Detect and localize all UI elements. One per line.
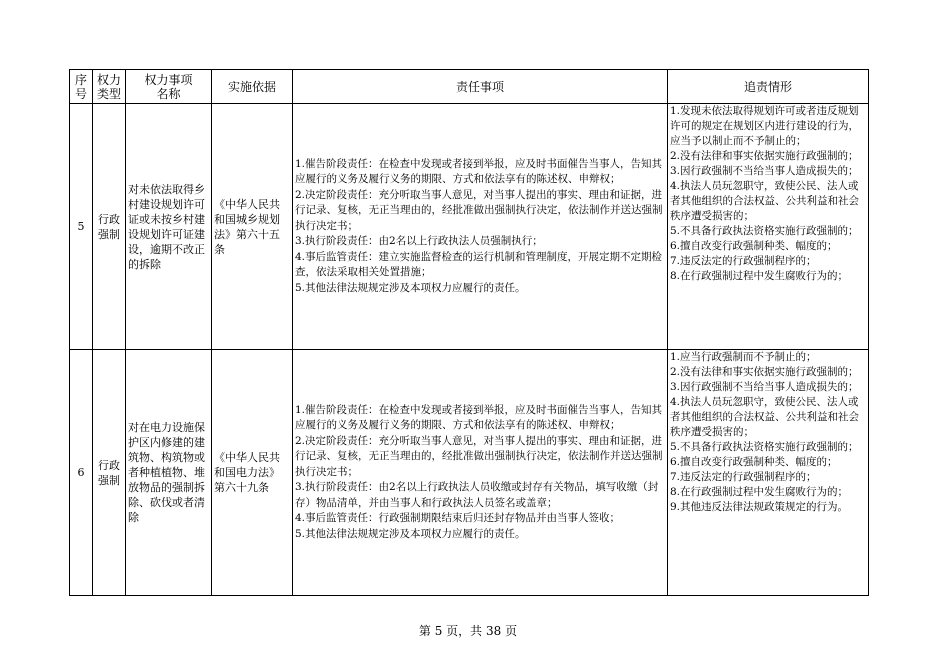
table-row bbox=[70, 104, 869, 350]
accountability-item: 4.执法人员玩忽职守，致使公民、法人或者其他组织的合法权益、公共利益和社会秩序遭受损害的； bbox=[670, 180, 859, 222]
responsibility-item: 2.决定阶段责任：充分听取当事人意见，对当事人提出的事实、理由和证据，进行记录、复核，无正当理由的，经批准做出强制执行决定，依法制作并送达强制执行决定书； bbox=[295, 434, 663, 478]
accountability-items bbox=[668, 350, 869, 596]
responsibility-item: 4.事后监管责任：行政强制期限结束后归还封存物品并由当事人签收； bbox=[295, 512, 621, 525]
header-no: 序号 bbox=[70, 70, 93, 104]
power-type: 行政强制 bbox=[93, 350, 126, 596]
row-number: 6 bbox=[70, 350, 93, 596]
responsibility-item: 5.其他法律法规规定涉及本项权力应履行的责任。 bbox=[295, 527, 526, 540]
responsibility-table bbox=[69, 69, 869, 596]
page-footer: 第 5 页，共 38 页 bbox=[418, 624, 518, 638]
accountability-item: 3.因行政强制不当给当事人造成损失的； bbox=[670, 381, 859, 393]
accountability-item: 6.擅自改变行政强制种类、幅度的； bbox=[670, 456, 838, 468]
accountability-item: 4.执法人员玩忽职守，致使公民、法人或者其他组织的合法权益、公共利益和社会秩序遭受损害的； bbox=[670, 396, 859, 438]
responsibility-item: 1.催告阶段责任：在检查中发现或者接到举报，应及时书面催告当事人，告知其应履行的义务及履行义务的期限、方式和依法享有的陈述权、申辩权； bbox=[295, 403, 663, 432]
accountability-item: 2.没有法律和事实依据实施行政强制的； bbox=[670, 366, 859, 378]
legal-basis: 《中华人民共和国城乡规划法》第六十五条 bbox=[212, 104, 293, 350]
accountability-item: 9.其他违反法律法规政策规定的行为。 bbox=[670, 501, 849, 513]
power-item-name: 对在电力设施保护区内修建的建筑物、构筑物或者种植植物、堆放物品的强制拆除、砍伐或者清除 bbox=[126, 350, 212, 596]
header-name: 权力事项名称 bbox=[126, 70, 212, 104]
accountability-item: 3.因行政强制不当给当事人造成损失的； bbox=[670, 165, 859, 177]
accountability-item: 7.违反法定的行政强制程序的； bbox=[670, 471, 817, 483]
power-type: 行政强制 bbox=[93, 104, 126, 350]
table-row bbox=[70, 350, 869, 596]
responsibility-items bbox=[293, 350, 668, 596]
accountability-item: 7.违反法定的行政强制程序的； bbox=[670, 255, 817, 267]
accountability-item: 8.在行政强制过程中发生腐败行为的； bbox=[670, 486, 849, 498]
accountability-items bbox=[668, 104, 869, 350]
responsibility-items bbox=[293, 104, 668, 350]
power-item-name: 对未依法取得乡村建设规划许可证或未按乡村建设规划许可证建设，逾期不改正的拆除 bbox=[126, 104, 212, 350]
accountability-item: 5.不具备行政执法资格实施行政强制的； bbox=[670, 225, 859, 237]
accountability-item: 1.应当行政强制而不予制止的； bbox=[670, 351, 817, 363]
responsibility-item: 3.执行阶段责任：由2名以上行政执法人员收缴或封存有关物品，填写收缴（封存）物品清单，并由当事人和行政执法人员签名或盖章； bbox=[295, 481, 659, 509]
header-accountability: 追责情形 bbox=[668, 70, 869, 104]
row-number: 5 bbox=[70, 104, 93, 350]
responsibility-item: 5.其他法律法规规定涉及本项权力应履行的责任。 bbox=[295, 281, 526, 294]
responsibility-item: 1.催告阶段责任：在检查中发现或者接到举报，应及时书面催告当事人，告知其应履行的义务及履行义务的期限、方式和依法享有的陈述权、申辩权； bbox=[295, 157, 663, 186]
header-basis: 实施依据 bbox=[212, 70, 293, 104]
accountability-item: 2.没有法律和事实依据实施行政强制的； bbox=[670, 150, 859, 162]
responsibility-item: 2.决定阶段责任：充分听取当事人意见，对当事人提出的事实、理由和证据，进行记录、复核，无正当理由的，经批准做出强制执行决定，依法制作并送达强制执行决定书； bbox=[295, 188, 663, 232]
responsibility-item: 3.执行阶段责任：由2名以上行政执法人员强制执行； bbox=[295, 235, 543, 248]
accountability-item: 5.不具备行政执法资格实施行政强制的； bbox=[670, 441, 859, 453]
header-type: 权力类型 bbox=[93, 70, 126, 104]
header-responsibility: 责任事项 bbox=[293, 70, 668, 104]
accountability-item: 8.在行政强制过程中发生腐败行为的； bbox=[670, 270, 849, 282]
accountability-item: 6.擅自改变行政强制种类、幅度的； bbox=[670, 240, 838, 252]
header-row bbox=[70, 70, 869, 104]
responsibility-item: 4.事后监管责任：建立实施监督检查的运行机制和管理制度，开展定期不定期检查，依法采取相关处置措施； bbox=[295, 250, 663, 279]
accountability-item: 1.发现未依法取得规划许可或者违反规划许可的规定在规划区内进行建设的行为，应当予以制止而不予制止的； bbox=[670, 105, 859, 147]
legal-basis: 《中华人民共和国电力法》第六十九条 bbox=[212, 350, 293, 596]
